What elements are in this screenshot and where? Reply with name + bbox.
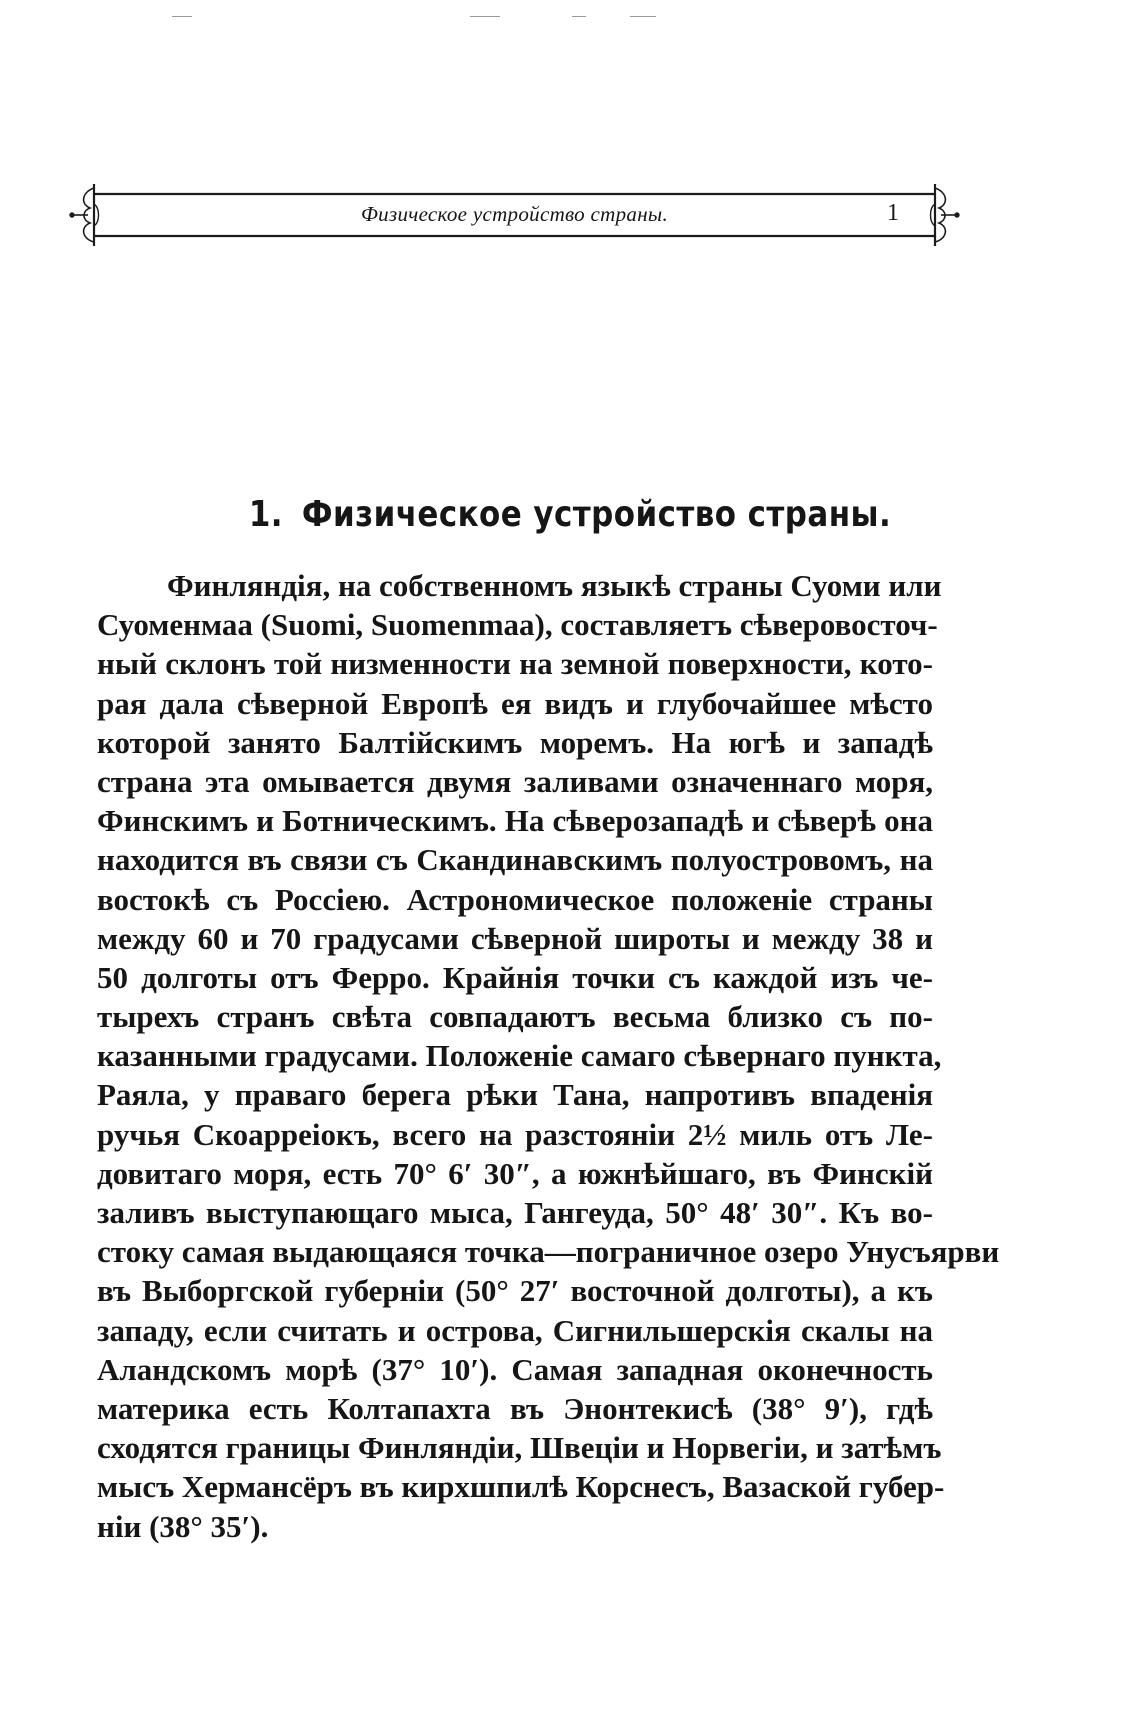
scan-artifacts	[0, 12, 1140, 22]
text-line: тырехъ странъ свѣта совпадаютъ весьма близко съ по-	[97, 999, 933, 1035]
text-line: въ Выборгской губерніи (50° 27′ восточной долготы), а къ	[97, 1273, 933, 1309]
text-line: материка есть Колтапахта въ Энонтекисѣ (38° 9′), гдѣ	[97, 1390, 933, 1426]
chapter-number: 1.	[248, 494, 283, 535]
text-line: Раяла, у праваго берега рѣки Тана, напротивъ впаденія	[97, 1077, 933, 1113]
text-line: Суоменмаа (Suomi, Suomenmaa), составляетъ сѣверовосточ-	[97, 607, 938, 643]
text-line: ніи (38° 35′).	[97, 1508, 269, 1544]
running-header	[68, 178, 961, 252]
text-line: Аландскомъ морѣ (37° 10′). Самая западная оконечность	[97, 1351, 933, 1387]
text-line: сходятся границы Финляндіи, Швеціи и Норвегіи, и затѣмъ	[97, 1430, 942, 1466]
body-paragraph	[97, 566, 1000, 1546]
text-line: мысъ Хермансёръ въ кирхшпилѣ Корснесъ, Вазаской губер-	[97, 1469, 945, 1505]
running-title: Физическое устройство страны.	[360, 202, 669, 226]
text-line: ручья Скоарреіокъ, всего на разстояніи 2½ миль отъ Ле-	[97, 1116, 933, 1152]
text-line: довитаго моря, есть 70° 6′ 30″, а южнѣйшаго, въ Финскій	[97, 1155, 933, 1191]
text-line: казанными градусами. Положеніе самаго сѣвернаго пункта,	[97, 1038, 942, 1074]
text-line: заливъ выступающаго мыса, Гангеуда, 50° 48′ 30″. Къ во-	[97, 1195, 933, 1230]
text-line: ный склонъ той низменности на земной поверхности, кото-	[97, 646, 933, 682]
text-line: 50 долготы отъ Ферро. Крайнія точки съ каждой изъ че-	[97, 959, 933, 995]
text-line: рая дала сѣверной Европѣ ея видъ и глубочайшее мѣсто	[97, 685, 933, 721]
text-line: востокѣ съ Россіею. Астрономическое положеніе страны	[97, 881, 933, 917]
chapter-title: Физическое устройство страны.	[301, 494, 892, 535]
page-number: 1	[887, 200, 899, 226]
text-line: Финскимъ и Ботническимъ. На сѣверозападѣ и сѣверѣ она	[97, 803, 933, 839]
text-line: Финляндія, на собственномъ языкѣ страны Суоми или	[167, 568, 942, 603]
text-line: между 60 и 70 градусами сѣверной широты и между 38 и	[97, 920, 933, 956]
text-line: стоку самая выдающаяся точка—пограничное озеро Унусъярви	[97, 1234, 1000, 1270]
text-line: западу, если считать и острова, Сигнильшерскія скалы на	[97, 1312, 933, 1348]
text-line: которой занято Балтійскимъ моремъ. На югѣ и западѣ	[97, 724, 933, 760]
text-line: страна эта омывается двумя заливами означеннаго моря,	[97, 763, 933, 799]
text-line: находится въ связи съ Скандинавскимъ полуостровомъ, на	[97, 842, 933, 878]
chapter-heading	[80, 494, 1060, 535]
